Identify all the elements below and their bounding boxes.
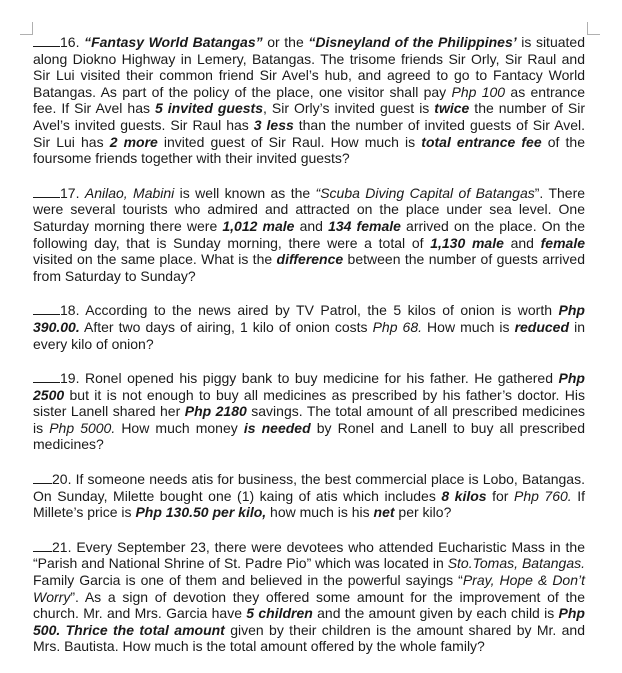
question-21 — [33, 539, 585, 655]
emphasized-text: Anilao, Mabini — [84, 184, 175, 201]
question-20 — [33, 471, 585, 521]
emphasized-text: “Fantasy World Batangas” — [84, 34, 263, 50]
emphasized-text: is needed — [243, 419, 311, 436]
question-text: is situated along Diokno Highway in Lemery, Batangas. The trisome friends Sir Orly, Sir Raul and Sir Lui visited their common friend Sir Avel’s hub, and agreed to go to Fantacy World Batangas. As part of the policy of the place, one visitor shall pay — [33, 34, 585, 100]
answer-blank[interactable] — [33, 185, 60, 198]
emphasized-text: Pray, Hope & Don’t Worry — [33, 572, 585, 605]
question-text: between the number of guests arrived from Saturday to Sunday? — [33, 251, 585, 284]
emphasized-text: twice — [434, 100, 470, 117]
question-text: the number of Sir Avel’s invited guests. Sir Raul has — [33, 100, 585, 133]
emphasized-text: Php 760. — [513, 487, 572, 504]
question-text: as entrance fee. If Sir Avel has — [33, 83, 585, 117]
question-text: visited on the same place. What is the — [33, 251, 277, 268]
question-text: ”. There were several tourists who admired and attracted on the place under sea level. One Saturday morning there were — [33, 184, 586, 234]
question-text: for — [486, 487, 514, 504]
question-text: arrived on the place. On the following day, that is Sunday morning, there were a total of — [33, 217, 585, 251]
question-text: Every September 23, there were devotees who attended Eucharistic Mass in the “Parish and National Shrine of St. Padre Pio” which was located in — [33, 538, 585, 572]
question-16 — [33, 34, 585, 167]
emphasized-text: Php 390.00. — [33, 302, 585, 335]
question-text: , Sir Orly’s invited guest is — [263, 100, 435, 117]
page-corner-mark-left — [20, 22, 33, 35]
question-number: 20. — [52, 471, 72, 488]
emphasized-text: Php 5000. — [49, 419, 116, 436]
question-text: Ronel opened his piggy bank to buy medicine for his father. He gathered — [79, 370, 559, 387]
emphasized-text: 2 more — [109, 133, 158, 150]
question-text: After two days of airing, 1 kilo of onion costs — [79, 318, 373, 335]
question-text: and — [294, 217, 329, 234]
emphasized-text: Php 130.50 per kilo, — [135, 504, 267, 521]
emphasized-text: 1,130 male — [430, 234, 504, 251]
emphasized-text: 5 invited guests — [154, 100, 263, 117]
question-text: given by their children is the amount shared by Mr. and Mrs. Bautista. How much is the total amount offered by the whole family? — [33, 621, 586, 655]
emphasized-text: female — [540, 234, 585, 251]
answer-blank[interactable] — [33, 539, 52, 552]
emphasized-text: Sto.Tomas, Batangas. — [447, 555, 585, 572]
emphasized-text: “Disneyland of the Philippines’ — [308, 34, 517, 50]
question-text: is well known as the — [174, 184, 316, 201]
answer-blank[interactable] — [33, 302, 60, 315]
question-number: 18. — [60, 302, 80, 319]
emphasized-text: 134 female — [328, 217, 401, 234]
emphasized-text: Php 2500 — [33, 370, 585, 403]
question-text: and the amount given by each child is — [312, 605, 559, 622]
emphasized-text: 3 less — [253, 116, 294, 133]
question-number: 19. — [60, 370, 80, 387]
question-text: in every kilo of onion? — [33, 318, 585, 352]
question-text: If someone needs atis for business, the best commercial place is Lobo, Batangas. On Sunday, Milette bought one (1) kaing of atis which includes — [33, 471, 585, 504]
question-text: ”. As a sign of devotion they offered some amount for the improvement of the church. Mr. and Mrs. Garcia have — [33, 588, 585, 622]
question-text: How much money — [115, 419, 244, 436]
question-text: invited guest of Sir Raul. How much is — [157, 133, 422, 150]
question-text: of the foursome friends together with their invited guests? — [33, 133, 585, 167]
question-text: per kilo? — [394, 504, 452, 521]
question-text: If Millete’s price is — [33, 487, 585, 521]
emphasized-text: Php 2180 — [184, 403, 247, 420]
question-text: How much is — [422, 318, 515, 335]
question-text: but it is not enough to buy all medicines as prescribed by his father’s doctor. His sister Lanell shared her — [33, 386, 585, 420]
emphasized-text: Php 500. — [33, 605, 585, 638]
question-17 — [33, 185, 585, 285]
question-text: and — [503, 234, 541, 251]
question-19 — [33, 370, 585, 453]
question-text: According to the news aired by TV Patrol, the 5 kilos of onion is worth — [79, 302, 559, 319]
question-number: 17. — [60, 184, 80, 201]
emphasized-text: “Scuba Diving Capital of Batangas — [315, 184, 535, 201]
question-18 — [33, 302, 585, 352]
emphasized-text: Php 100 — [451, 83, 506, 100]
emphasized-text: net — [373, 504, 395, 521]
question-text: or the — [262, 34, 309, 50]
page-corner-mark-right — [587, 22, 600, 35]
emphasized-text: Php 68. — [372, 318, 423, 335]
emphasized-text: difference — [276, 251, 344, 268]
question-text: Family Garcia is one of them and believed in the powerful sayings “ — [33, 572, 463, 589]
emphasized-text: reduced — [514, 318, 570, 335]
question-text: than the number of invited guests of Sir Avel. Sir Lui has — [33, 116, 585, 150]
emphasized-text: total entrance fee — [421, 133, 542, 150]
emphasized-text: Thrice the total amount — [65, 621, 225, 638]
answer-blank[interactable] — [33, 471, 52, 484]
question-number: 21. — [52, 538, 72, 555]
answer-blank[interactable] — [33, 370, 60, 383]
question-number: 16. — [60, 34, 80, 50]
emphasized-text: 1,012 male — [222, 217, 295, 234]
emphasized-text: 5 children — [246, 605, 313, 622]
question-text: how much is his — [266, 504, 374, 521]
question-text: savings. The total amount of all prescribed medicines is — [33, 403, 585, 436]
answer-blank[interactable] — [33, 34, 60, 47]
question-text: by Ronel and Lanell to buy all prescribed medicines? — [33, 419, 586, 453]
emphasized-text: 8 kilos — [441, 487, 487, 504]
worksheet-document — [33, 34, 585, 673]
